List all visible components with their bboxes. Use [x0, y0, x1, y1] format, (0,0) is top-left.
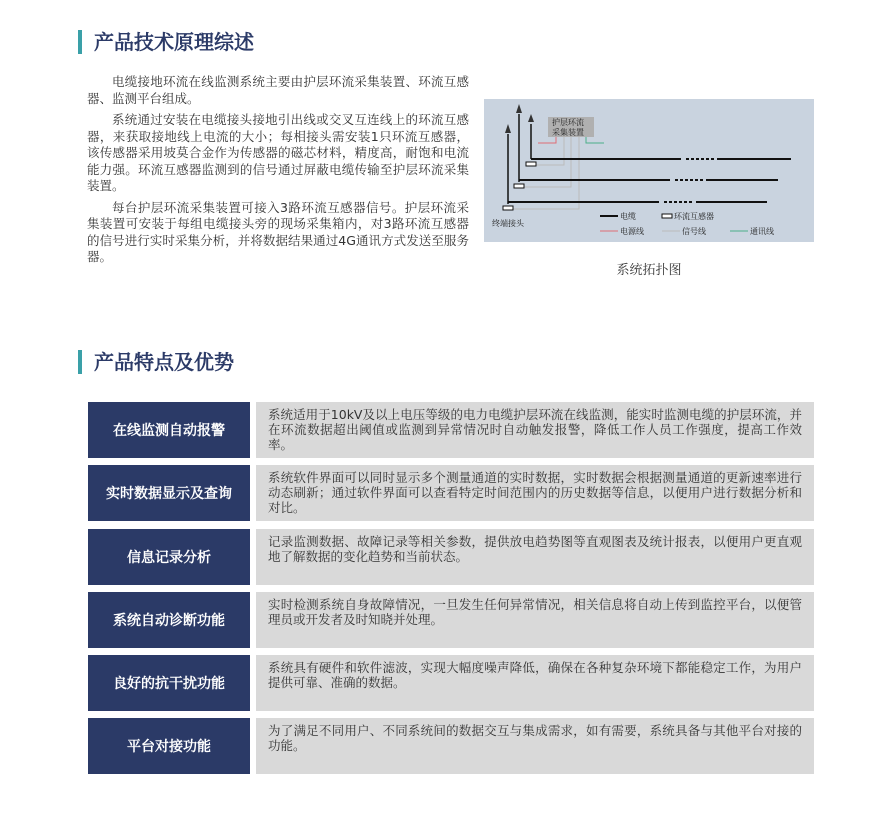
feature-row [88, 529, 814, 585]
paragraph: 电缆接地环流在线监测系统主要由护层环流采集装置、环流互感器、监测平台组成。 [87, 74, 469, 106]
feature-label: 实时数据显示及查询 [88, 465, 250, 521]
paragraph: 系统通过安装在电缆接头接地引出线或交叉互连线上的环流互感器，来获取接地线上电流的大小；每相接头需安装1只环流互感器，该传感器采用坡莫合金作为传感器的磁芯材料，精度高，耐饱和电流能力强。环流互感器监测到的信号通过屏蔽电缆传输至护层环流采集装置。 [87, 112, 469, 193]
feature-label: 信息记录分析 [88, 529, 250, 585]
feature-row [88, 718, 814, 774]
feature-desc: 实时检测系统自身故障情况，一旦发生任何异常情况，相关信息将自动上传到监控平台，以便管理员或开发者及时知晓并处理。 [256, 592, 814, 648]
legend-cable: 电缆 [620, 212, 636, 221]
legend-power: 电源线 [620, 227, 644, 236]
diagram-caption: 系统拓扑图 [616, 263, 682, 278]
feature-row [88, 465, 814, 521]
feature-row [88, 402, 814, 458]
feature-desc: 记录监测数据、故障记录等相关参数，提供放电趋势图等直观图表及统计报表，以便用户更直观地了解数据的变化趋势和当前状态。 [256, 529, 814, 585]
feature-row [88, 592, 814, 648]
section-title-principle: 产品技术原理综述 [78, 30, 254, 54]
legend-signal: 信号线 [682, 227, 706, 236]
feature-desc: 系统软件界面可以同时显示多个测量通道的实时数据，实时数据会根据测量通道的更新速率进行动态刷新；通过软件界面可以查看特定时间范围内的历史数据等信息，以便用户进行数据分析和对比。 [256, 465, 814, 521]
paragraph: 每台护层环流采集装置可接入3路环流互感器信号。护层环流采集装置可安装于每组电缆接头旁的现场采集箱内，对3路环流互感器的信号进行实时采集分析，并将数据结果通过4G通讯方式发送至服务器。 [87, 199, 469, 264]
legend-comm: 通讯线 [750, 227, 774, 236]
intro-text [87, 74, 469, 271]
topology-diagram [484, 99, 814, 242]
device-label: 采集装置 [552, 128, 584, 137]
feature-label: 系统自动诊断功能 [88, 592, 250, 648]
feature-desc: 系统适用于10kV及以上电压等级的电力电缆护层环流在线监测，能实时监测电缆的护层环流，并在环流数据超出阈值或监测到异常情况时自动触发报警，降低工作人员工作强度，提高工作效率。 [256, 402, 814, 458]
feature-desc: 为了满足不同用户、不同系统间的数据交互与集成需求，如有需要，系统具备与其他平台对接的功能。 [256, 718, 814, 774]
device-label: 护层环流 [552, 118, 584, 127]
legend-ct: 环流互感器 [674, 212, 714, 221]
terminal-label: 终端接头 [492, 219, 524, 228]
feature-label: 在线监测自动报警 [88, 402, 250, 458]
feature-label: 平台对接功能 [88, 718, 250, 774]
feature-label: 良好的抗干扰功能 [88, 655, 250, 711]
feature-desc: 系统具有硬件和软件滤波，实现大幅度噪声降低，确保在各种复杂环境下都能稳定工作，为用户提供可靠、准确的数据。 [256, 655, 814, 711]
section-title-features: 产品特点及优势 [78, 350, 234, 374]
feature-row [88, 655, 814, 711]
